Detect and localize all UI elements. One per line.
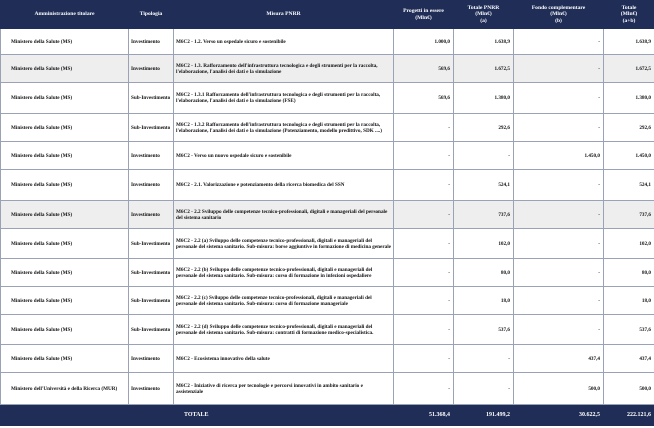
- table-row: [1, 345, 654, 373]
- header-progetti: [394, 1, 454, 29]
- cell-totale-pnrr: 537,6: [454, 315, 514, 345]
- table-row: [1, 287, 654, 315]
- table-row: [1, 229, 654, 259]
- table-row: [1, 114, 654, 142]
- total-progetti: 51.368,4: [394, 405, 454, 426]
- table-footer: [1, 405, 654, 426]
- cell-misura: M6C2 - 1.3.1 Rafforzamento dell'infrastruttura tecnologica e degli strumenti per la raccolta, l'elaborazione, l'analisi dei dati e la simulazione (FSE): [174, 83, 394, 114]
- cell-progetti: -: [394, 114, 454, 142]
- cell-totale: 524,1: [604, 170, 654, 201]
- total-totale: 222.121,6: [604, 405, 654, 426]
- cell-tipologia: Sub-Investimento: [129, 259, 174, 287]
- table-row: [1, 315, 654, 345]
- cell-totale: 1.380,0: [604, 83, 654, 114]
- cell-fondo: -: [514, 201, 604, 229]
- cell-fondo: -: [514, 259, 604, 287]
- cell-admin: Ministero della Salute (MS): [1, 287, 129, 315]
- cell-fondo: -: [514, 170, 604, 201]
- cell-admin: Ministero della Salute (MS): [1, 170, 129, 201]
- cell-totale-pnrr: 102,0: [454, 229, 514, 259]
- cell-progetti: -: [394, 201, 454, 229]
- header-totale-line1: Totale: [621, 4, 637, 11]
- cell-fondo: -: [514, 114, 604, 142]
- table-row: [1, 373, 654, 405]
- header-totale: [604, 1, 654, 29]
- cell-totale-pnrr: 1.380,0: [454, 83, 514, 114]
- cell-totale: 537,6: [604, 315, 654, 345]
- cell-fondo: -: [514, 83, 604, 114]
- cell-fondo: -: [514, 315, 604, 345]
- cell-tipologia: Sub-Investimento: [129, 83, 174, 114]
- total-row: [1, 405, 654, 426]
- header-fondo-line1: Fondo complementare: [531, 4, 586, 11]
- cell-totale-pnrr: 524,1: [454, 170, 514, 201]
- header-fondo-line3: (b): [555, 17, 562, 24]
- cell-fondo: -: [514, 55, 604, 83]
- cell-totale: 292,6: [604, 114, 654, 142]
- header-progetti-line2: (Mln€): [415, 14, 432, 21]
- header-row: [1, 1, 654, 29]
- cell-misura: M6C2 - 2.2 (a) Sviluppo delle competenze tecnico-professionali, digitali e manageriali del personale del sistema sanitario. Sub-misura: borse aggiuntive in formazione di medicina generale: [174, 229, 394, 259]
- cell-progetti: -: [394, 315, 454, 345]
- cell-fondo: -: [514, 287, 604, 315]
- header-progetti-line1: Progetti in essere: [403, 8, 444, 14]
- cell-totale: 18,0: [604, 287, 654, 315]
- cell-tipologia: Sub-Investimento: [129, 315, 174, 345]
- cell-admin: Ministero della Salute (MS): [1, 259, 129, 287]
- header-totale-line2: (Mln€): [620, 11, 638, 18]
- cell-misura: M6C2 - 2.2 Sviluppo delle competenze tecnico-professionali, digitali e manageriali del personale del sistema sanitario: [174, 201, 394, 229]
- cell-totale-pnrr: -: [454, 373, 514, 405]
- cell-admin: Ministero della Salute (MS): [1, 201, 129, 229]
- cell-progetti: 569,6: [394, 55, 454, 83]
- table-row: [1, 201, 654, 229]
- cell-fondo: -: [514, 29, 604, 55]
- cell-progetti: -: [394, 229, 454, 259]
- table-row: [1, 259, 654, 287]
- table-row: [1, 142, 654, 170]
- cell-admin: Ministero dell'Università e della Ricerca (MUR): [1, 373, 129, 405]
- total-totale-pnrr: 191.499,2: [454, 405, 514, 426]
- header-totale-pnrr-line3: (a): [480, 17, 487, 24]
- cell-totale-pnrr: 737,6: [454, 201, 514, 229]
- cell-fondo: -: [514, 229, 604, 259]
- cell-misura: M6C2 - 2.2 (b) Sviluppo delle competenze tecnico-professionali, digitali e manageriali del personale del sistema sanitario. Sub-misura: corso di formazione in infezioni ospedaliere: [174, 259, 394, 287]
- cell-totale-pnrr: 292,6: [454, 114, 514, 142]
- cell-misura: M6C2 - Iniziative di ricerca per tecnologie e percorsi innovativi in ambito sanitario e assistenziale: [174, 373, 394, 405]
- cell-admin: Ministero della Salute (MS): [1, 114, 129, 142]
- cell-misura: M6C2 - 2.2 (c) Sviluppo delle competenze tecnico-professionali, digitali e manageriali del personale del sistema sanitario. Sub-misura: corso di formazione manageriale: [174, 287, 394, 315]
- cell-progetti: -: [394, 287, 454, 315]
- cell-misura: M6C2 - 1.3. Rafforzamento dell'infrastruttura tecnologica e degli strumenti per la raccolta, l'elaborazione, l'analisi dei dati e la simulazione: [174, 55, 394, 83]
- cell-progetti: -: [394, 373, 454, 405]
- cell-totale: 500,0: [604, 373, 654, 405]
- cell-totale: 80,0: [604, 259, 654, 287]
- header-totale-pnrr: [454, 1, 514, 29]
- header-admin: Amministrazione titolare: [1, 1, 129, 29]
- table-header: [1, 1, 654, 29]
- cell-admin: Ministero della Salute (MS): [1, 55, 129, 83]
- cell-totale-pnrr: -: [454, 142, 514, 170]
- cell-tipologia: Investimento: [129, 170, 174, 201]
- cell-admin: Ministero della Salute (MS): [1, 29, 129, 55]
- cell-fondo: 500,0: [514, 373, 604, 405]
- cell-progetti: -: [394, 259, 454, 287]
- cell-admin: Ministero della Salute (MS): [1, 142, 129, 170]
- cell-progetti: -: [394, 142, 454, 170]
- table-body: [1, 29, 654, 405]
- cell-tipologia: Investimento: [129, 55, 174, 83]
- cell-tipologia: Investimento: [129, 345, 174, 373]
- cell-tipologia: Investimento: [129, 373, 174, 405]
- cell-progetti: -: [394, 170, 454, 201]
- cell-tipologia: Sub-Investimento: [129, 287, 174, 315]
- cell-admin: Ministero della Salute (MS): [1, 315, 129, 345]
- cell-misura: M6C2 - 1.2. Verso un ospedale sicuro e sostenibile: [174, 29, 394, 55]
- total-fondo: 30.622,5: [514, 405, 604, 426]
- cell-totale: 102,0: [604, 229, 654, 259]
- cell-totale-pnrr: 1.638,9: [454, 29, 514, 55]
- cell-fondo: 437,4: [514, 345, 604, 373]
- header-totale-pnrr-line2: (Mln€): [475, 11, 492, 18]
- cell-tipologia: Investimento: [129, 29, 174, 55]
- cell-tipologia: Investimento: [129, 142, 174, 170]
- cell-totale: 737,6: [604, 201, 654, 229]
- cell-misura: M6C2 - Ecosistema innovativo della salute: [174, 345, 394, 373]
- header-fondo-line2: (Mln€): [550, 11, 567, 18]
- header-tipologia: Tipologia: [129, 1, 174, 29]
- cell-misura: M6C2 - 2.1. Valorizzazione e potenziamento della ricerca biomedica del SSN: [174, 170, 394, 201]
- cell-fondo: 1.450,0: [514, 142, 604, 170]
- table-row: [1, 170, 654, 201]
- cell-misura: M6C2 - Verso un nuovo ospedale sicuro e sostenibile: [174, 142, 394, 170]
- header-misura: Misura PNRR: [174, 1, 394, 29]
- cell-admin: Ministero della Salute (MS): [1, 83, 129, 114]
- cell-tipologia: Sub-Investimento: [129, 114, 174, 142]
- cell-admin: Ministero della Salute (MS): [1, 345, 129, 373]
- cell-progetti: -: [394, 345, 454, 373]
- header-totale-line3: (a+b): [622, 17, 636, 24]
- cell-misura: M6C2 - 2.2 (d) Sviluppo delle competenze tecnico-professionali, digitali e manageriali del personale del sistema sanitario. Sub-misura: contratti di formazione medico-specialistica.: [174, 315, 394, 345]
- table-row: [1, 83, 654, 114]
- cell-misura: M6C2 - 1.3.2 Rafforzamento dell'infrastruttura tecnologica e degli strumenti per la raccolta, l'elaborazione, l'analisi dei dati e la simulazione (Potenziamento, modello predittivo, SDK ....): [174, 114, 394, 142]
- cell-totale-pnrr: 80,0: [454, 259, 514, 287]
- cell-tipologia: Sub-Investimento: [129, 229, 174, 259]
- cell-totale-pnrr: -: [454, 345, 514, 373]
- cell-admin: Ministero della Salute (MS): [1, 229, 129, 259]
- cell-totale: 1.672,5: [604, 55, 654, 83]
- cell-totale: 1.638,9: [604, 29, 654, 55]
- cell-tipologia: Investimento: [129, 201, 174, 229]
- cell-totale: 437,4: [604, 345, 654, 373]
- cell-totale-pnrr: 18,0: [454, 287, 514, 315]
- table-row: [1, 55, 654, 83]
- cell-totale-pnrr: 1.672,5: [454, 55, 514, 83]
- table-row: [1, 29, 654, 55]
- cell-progetti: 569,6: [394, 83, 454, 114]
- header-totale-pnrr-line1: Totale PNRR: [467, 4, 500, 11]
- total-label: TOTALE: [1, 405, 394, 426]
- cell-progetti: 1.000,0: [394, 29, 454, 55]
- cell-totale: 1.450,0: [604, 142, 654, 170]
- header-fondo: [514, 1, 604, 29]
